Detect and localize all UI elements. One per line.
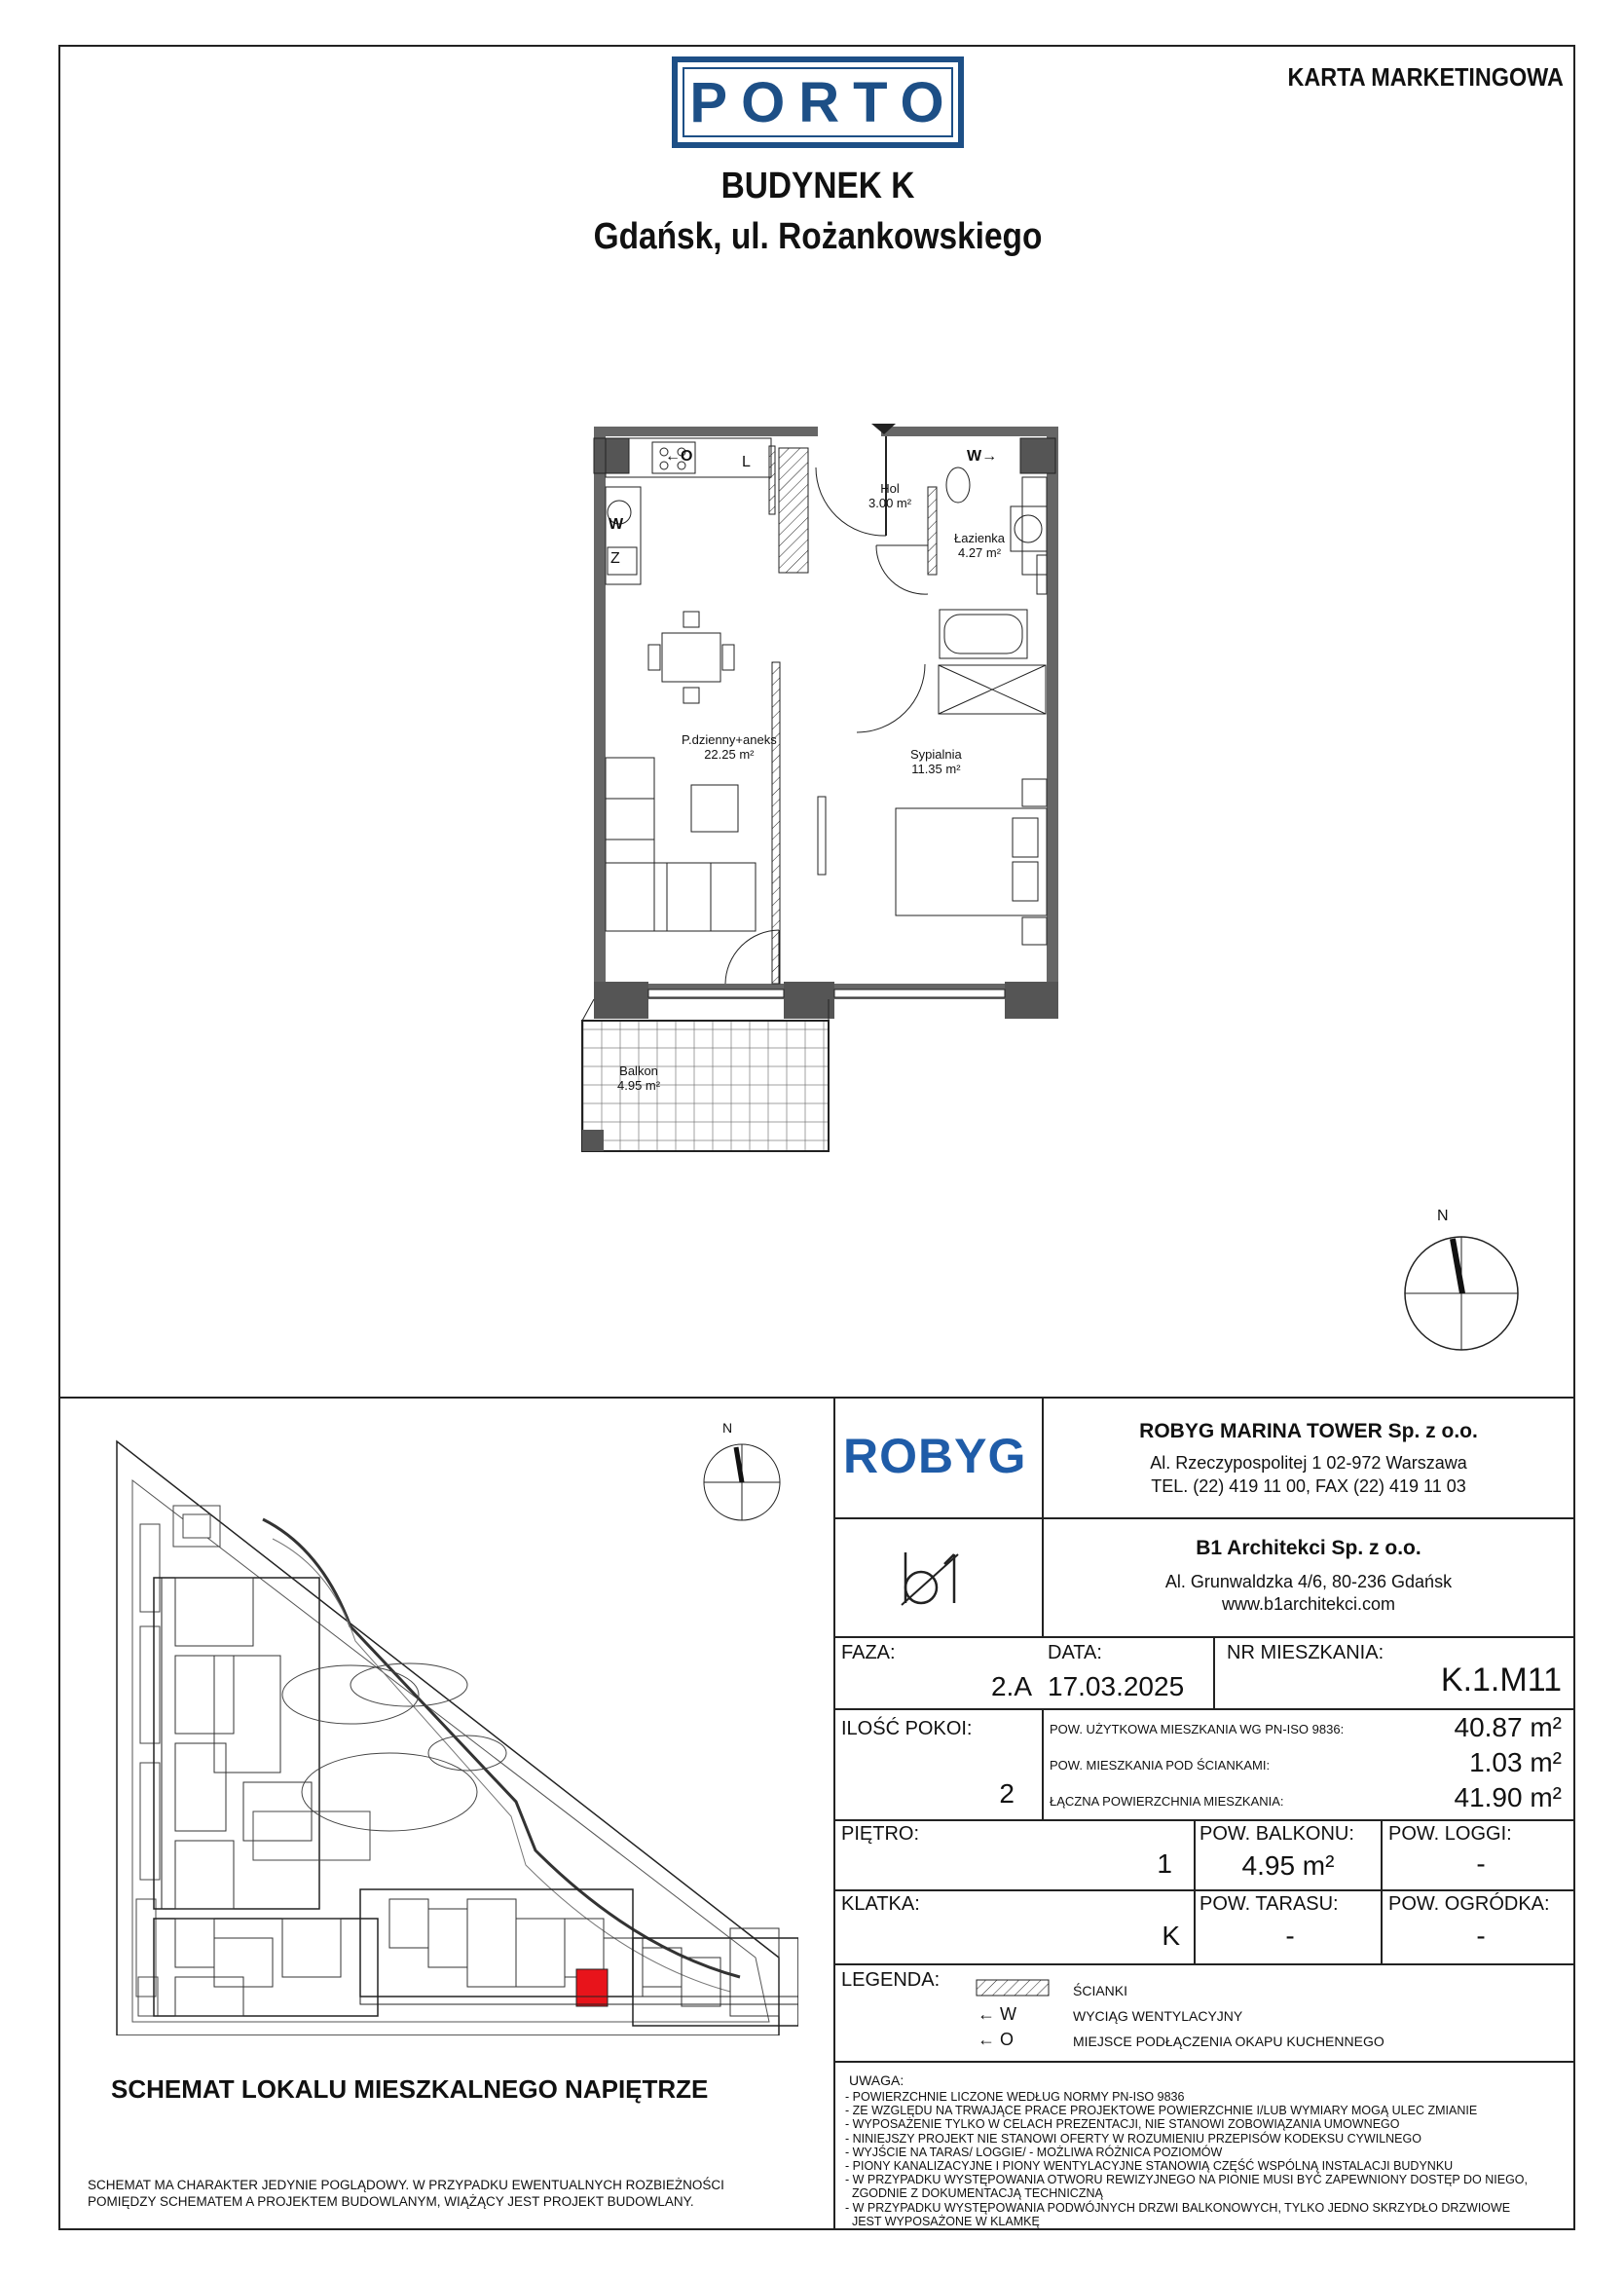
pow-uzyt-value: 40.87 m² xyxy=(1454,1712,1562,1742)
table-col-line xyxy=(1194,1819,1196,1963)
compass-site-icon xyxy=(697,1422,785,1529)
legend-wall-hatch-icon xyxy=(976,1979,1050,1997)
table-col-line xyxy=(1213,1636,1215,1708)
legend-item-w: WYCIĄG WENTYLACYJNY xyxy=(1073,2008,1243,2024)
site-caption: SCHEMAT LOKALU MIESZKALNEGO NAPIĘTRZE xyxy=(111,2074,709,2104)
loggia-label: POW. LOGGI: xyxy=(1388,1823,1512,1845)
site-disclaimer-2: POMIĘDZY SCHEMATEM A PROJEKTEM BUDOWLANYM, WIĄŻĄCY JEST PROJEKT BUDOWLANY. xyxy=(88,2194,694,2209)
nr-label: NR MIESZKANIA: xyxy=(1227,1642,1384,1663)
symbol-z: Z xyxy=(610,550,620,567)
ogrodek-label: POW. OGRÓDKA: xyxy=(1388,1893,1550,1915)
notes-title: UWAGA: xyxy=(849,2072,904,2088)
building-title: BUDYNEK K xyxy=(720,166,915,206)
room-balkon: Balkon 4.95 m² xyxy=(617,1064,661,1093)
note-line: JEST WYPOSAŻONE W KLAMKĘ xyxy=(845,2214,1040,2228)
table-left-border xyxy=(833,1397,835,2230)
site-disclaimer-1: SCHEMAT MA CHARAKTER JEDYNIE POGLĄDOWY. W PRZYPADKU EWENTUALNYCH ROZBIEŻNOŚCI xyxy=(88,2178,724,2192)
table-col-line xyxy=(1042,1708,1044,1819)
table-row-line xyxy=(833,1708,1575,1710)
site-plan xyxy=(97,1432,798,2035)
table-row-line xyxy=(833,1963,1575,1965)
legend-o-symbol: ← O xyxy=(978,2030,1015,2049)
pow-uzyt-label: POW. UŻYTKOWA MIESZKANIA WG PN-ISO 9836: xyxy=(1050,1722,1345,1736)
notes-list xyxy=(845,2090,1566,2228)
note-line: - WYPOSAŻENIE TYLKO W CELACH PREZENTACJI, NIE STANOWI ZOBOWIĄZANIA UMOWNEGO xyxy=(845,2117,1400,2132)
klatka-label: KLATKA: xyxy=(841,1893,920,1915)
note-line: - W PRZYPADKU WYSTĘPOWANIA PODWÓJNYCH DRZWI BALKONOWYCH, TYLKO JEDNO SKRZYDŁO DRZWIOWE xyxy=(845,2200,1511,2215)
table-row-line xyxy=(833,1889,1575,1891)
developer-address: Al. Rzeczypospolitej 1 02-972 Warszawa xyxy=(1150,1453,1467,1473)
section-divider xyxy=(58,1397,1575,1399)
note-line: - PIONY KANALIZACYJNE I PIONY WENTYLACYJNE STANOWIĄ CZĘŚĆ WSPÓLNĄ INSTALACJI BUDYNKU xyxy=(845,2159,1454,2174)
table-row-line xyxy=(833,1819,1575,1821)
porto-logo-text: PORTO xyxy=(683,67,953,137)
room-lazienka: Łazienka 4.27 m² xyxy=(954,531,1006,560)
developer-name: ROBYG MARINA TOWER Sp. z o.o. xyxy=(1139,1420,1478,1442)
compass-site-label: N xyxy=(722,1420,733,1436)
table-col-line xyxy=(1381,1819,1383,1963)
table-row-line xyxy=(833,1517,1575,1519)
room-sypialnia: Sypialnia 11.35 m² xyxy=(910,747,962,776)
address-title: Gdańsk, ul. Rożankowskiego xyxy=(593,216,1043,257)
symbol-w-kitchen: W xyxy=(609,516,624,533)
data-label: DATA: xyxy=(1048,1642,1102,1663)
faza-value: 2.A xyxy=(990,1671,1032,1701)
compass-plan-icon xyxy=(1398,1208,1525,1354)
loggia-value: - xyxy=(1476,1848,1486,1879)
data-value: 17.03.2025 xyxy=(1048,1671,1185,1701)
taras-value: - xyxy=(1285,1921,1295,1951)
compass-plan-label: N xyxy=(1437,1208,1449,1224)
note-line: ZGODNIE Z DOKUMENTACJĄ TECHNICZNĄ xyxy=(845,2186,1103,2201)
table-row-line xyxy=(833,1636,1575,1638)
balkon-value: 4.95 m² xyxy=(1241,1850,1335,1881)
table-row-line xyxy=(833,2061,1575,2063)
taras-label: POW. TARASU: xyxy=(1200,1893,1339,1915)
note-line: - WYJŚCIE NA TARAS/ LOGGIE/ - MOŻLIWA RÓŻNICA POZIOMÓW xyxy=(845,2145,1223,2159)
pokoje-value: 2 xyxy=(999,1778,1015,1809)
pow-scian-value: 1.03 m² xyxy=(1469,1747,1562,1777)
developer-phone: TEL. (22) 419 11 00, FAX (22) 419 11 03 xyxy=(1151,1476,1466,1496)
architect-web: www.b1architekci.com xyxy=(1221,1594,1396,1614)
room-hol: Hol 3.00 m² xyxy=(868,481,912,510)
legend-label: LEGENDA: xyxy=(841,1969,941,1991)
b1-logo-icon xyxy=(900,1549,978,1607)
pietro-value: 1 xyxy=(1157,1848,1172,1879)
pokoje-label: ILOŚĆ POKOI: xyxy=(841,1718,973,1739)
klatka-value: K xyxy=(1162,1921,1180,1951)
legend-item-o: MIEJSCE PODŁĄCZENIA OKAPU KUCHENNEGO xyxy=(1073,2034,1384,2049)
legend-w-symbol: ← W xyxy=(978,2004,1017,2024)
floor-plan xyxy=(565,419,1090,1159)
room-living: P.dzienny+aneks 22.25 m² xyxy=(682,732,777,762)
note-line: - NINIEJSZY PROJEKT NIE STANOWI OFERTY W ROZUMIENIU PRZEPISÓW KODEKSU CYWILNEGO xyxy=(845,2131,1421,2146)
nr-value: K.1.M11 xyxy=(1440,1661,1562,1698)
pow-scian-label: POW. MIESZKANIA POD ŚCIANKAMI: xyxy=(1050,1758,1271,1773)
pow-laczna-label: ŁĄCZNA POWIERZCHNIA MIESZKANIA: xyxy=(1050,1794,1284,1809)
symbol-o: ←O xyxy=(665,448,693,465)
legend-item-walls: ŚCIANKI xyxy=(1073,1983,1128,1998)
note-line: - POWIERZCHNIE LICZONE WEDŁUG NORMY PN-ISO 9836 xyxy=(845,2090,1185,2104)
architect-name: B1 Architekci Sp. z o.o. xyxy=(1196,1537,1421,1559)
symbol-w-bath: W→ xyxy=(967,448,998,465)
pow-laczna-value: 41.90 m² xyxy=(1454,1782,1562,1812)
architect-address: Al. Grunwaldzka 4/6, 80-236 Gdańsk xyxy=(1164,1572,1453,1591)
symbol-l: L xyxy=(742,454,751,470)
balkon-label: POW. BALKONU: xyxy=(1200,1823,1354,1845)
note-line: - W PRZYPADKU WYSTĘPOWANIA OTWORU REWIZYJNEGO NA PIONIE MUSI BYĆ ZAPEWNIONY DOSTĘP DO NIEGO, xyxy=(845,2173,1528,2187)
faza-label: FAZA: xyxy=(841,1642,896,1663)
ogrodek-value: - xyxy=(1476,1921,1486,1951)
pietro-label: PIĘTRO: xyxy=(841,1823,920,1845)
card-title: KARTA MARKETINGOWA xyxy=(1287,62,1564,92)
robyg-logo: ROBYG xyxy=(843,1429,1027,1483)
note-line: - ZE WZGLĘDU NA TRWAJĄCE PRACE PROJEKTOWE POWIERZCHNIE I/LUB WYMIARY MOGĄ ULEC ZMIANIE xyxy=(845,2104,1478,2118)
porto-logo xyxy=(672,56,964,148)
